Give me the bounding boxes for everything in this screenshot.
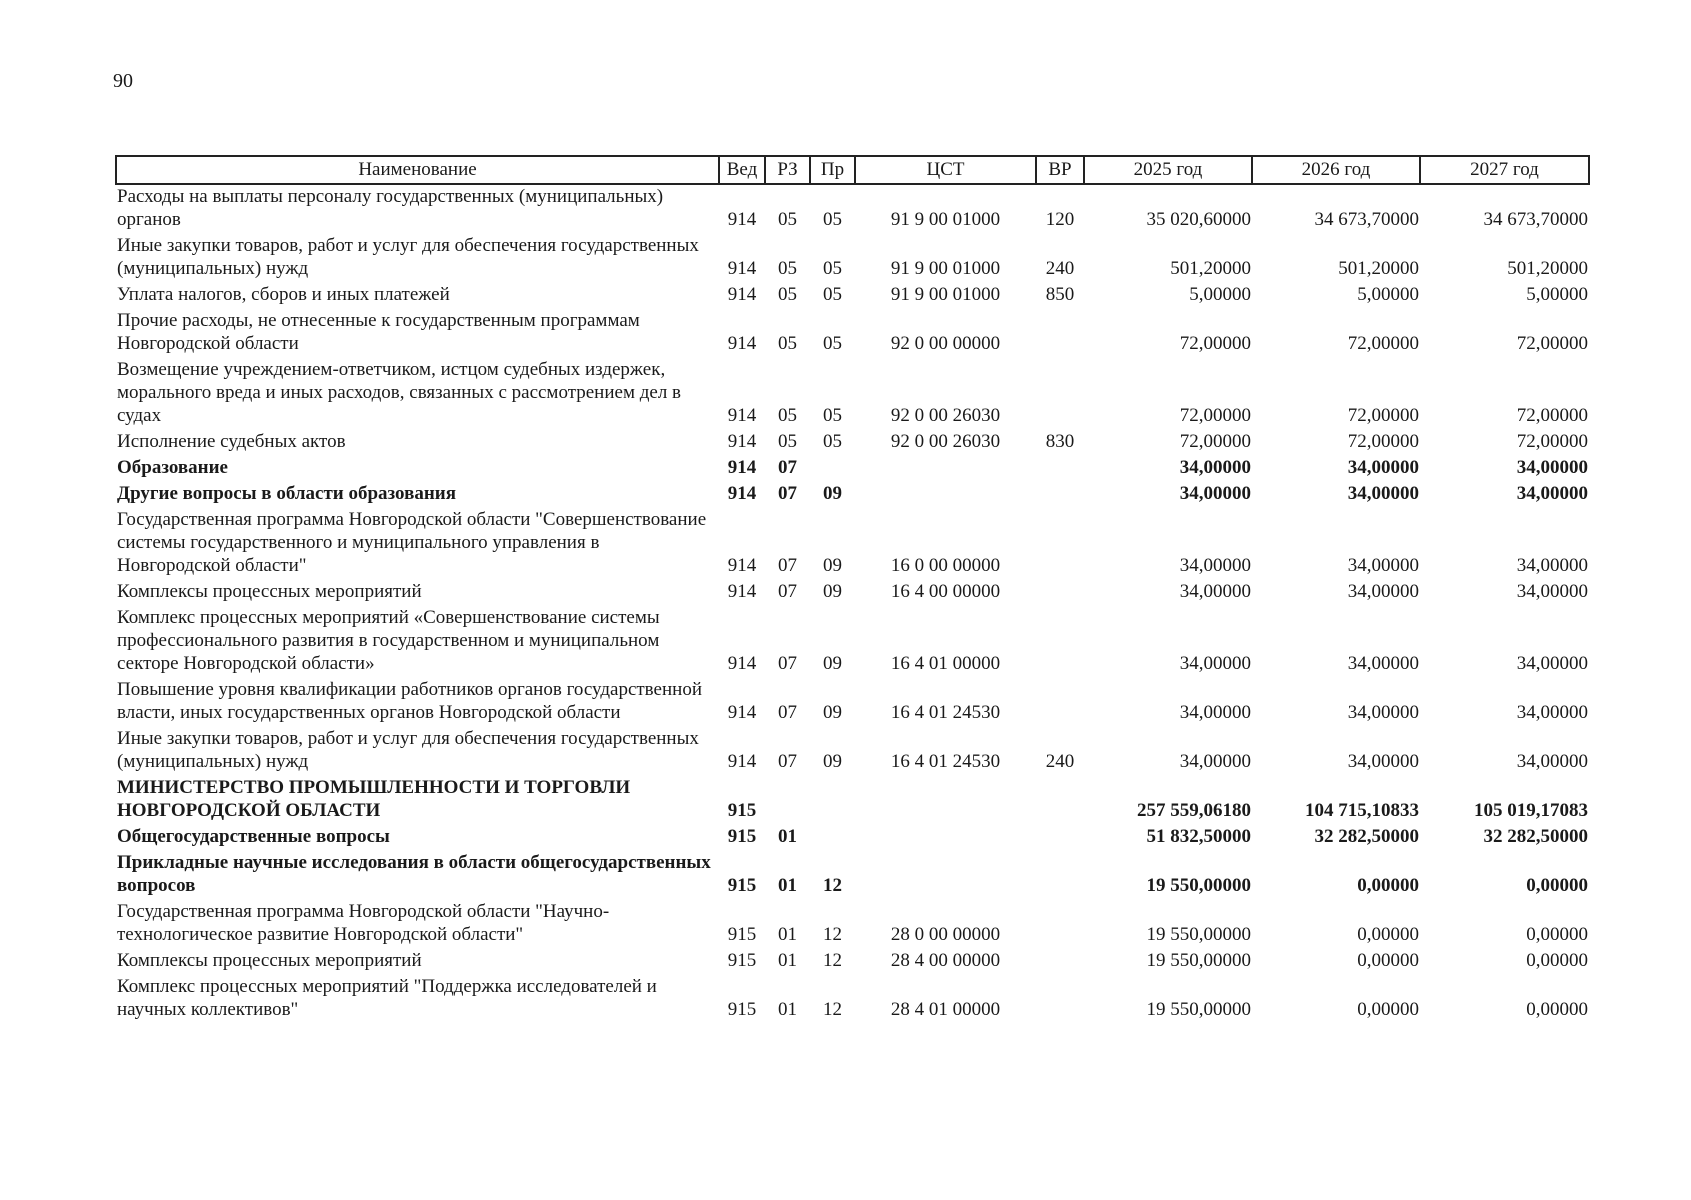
cell-ved: 915 <box>727 875 757 896</box>
cell-2026: 34,00000 <box>1347 555 1419 576</box>
cell-pr: 09 <box>823 702 842 723</box>
cell-pr: 09 <box>823 483 842 504</box>
table-row <box>116 851 1589 900</box>
cell-2026: 34,00000 <box>1347 751 1419 772</box>
cell-vr <box>1036 456 1084 482</box>
cell-2025: 34,00000 <box>1179 555 1251 576</box>
cell-name: Образование <box>117 457 228 478</box>
header-2025: 2025 год <box>1084 156 1252 184</box>
cell-name: Прикладные научные исследования в области общегосударственных вопросов <box>117 852 711 896</box>
header-cst: ЦСТ <box>855 156 1036 184</box>
cell-pr: 09 <box>823 555 842 576</box>
cell-vr <box>1036 825 1084 851</box>
cell-vr <box>1036 508 1084 580</box>
cell-cst: 28 0 00 00000 <box>890 924 1001 945</box>
cell-pr: 12 <box>823 875 842 896</box>
cell-vr <box>1036 309 1084 358</box>
cell-cst: 92 0 00 26030 <box>890 405 1001 426</box>
cell-2025: 501,20000 <box>1170 258 1251 279</box>
cell-cst: 16 0 00 00000 <box>890 555 1001 576</box>
table-row <box>116 825 1589 851</box>
table-row <box>116 283 1589 309</box>
cell-cst <box>855 482 1036 508</box>
cell-2027: 501,20000 <box>1507 258 1588 279</box>
cell-2026: 104 715,10833 <box>1305 800 1419 821</box>
cell-vr <box>1036 606 1084 678</box>
cell-2027: 34,00000 <box>1516 555 1588 576</box>
cell-2027: 34,00000 <box>1516 581 1588 602</box>
cell-2027: 34 673,70000 <box>1483 209 1588 230</box>
header-vr: ВР <box>1036 156 1084 184</box>
cell-vr <box>1036 900 1084 949</box>
cell-2026: 34,00000 <box>1347 653 1419 674</box>
cell-name: Прочие расходы, не отнесенные к государственным программам Новгородской области <box>117 310 640 354</box>
cell-ved: 915 <box>727 924 757 945</box>
page-number: 90 <box>113 70 133 92</box>
cell-rz: 05 <box>778 405 797 426</box>
cell-name: Комплексы процессных мероприятий <box>117 950 422 971</box>
cell-2026: 5,00000 <box>1357 284 1419 305</box>
table-row <box>116 482 1589 508</box>
cell-2027: 0,00000 <box>1526 950 1588 971</box>
cell-rz: 01 <box>778 875 797 896</box>
table-row <box>116 309 1589 358</box>
cell-2025: 19 550,00000 <box>1146 875 1251 896</box>
cell-2026: 0,00000 <box>1357 875 1419 896</box>
cell-2025: 34,00000 <box>1179 483 1251 504</box>
cell-pr: 12 <box>823 999 842 1020</box>
cell-2026: 34,00000 <box>1347 581 1419 602</box>
cell-cst <box>855 776 1036 825</box>
cell-cst <box>855 851 1036 900</box>
cell-2026: 34,00000 <box>1347 702 1419 723</box>
cell-vr <box>1036 851 1084 900</box>
cell-rz: 05 <box>778 333 797 354</box>
cell-2025: 72,00000 <box>1179 431 1251 452</box>
cell-2026: 34,00000 <box>1347 457 1419 478</box>
cell-2027: 34,00000 <box>1516 457 1588 478</box>
table-header-row <box>116 156 1589 184</box>
cell-ved: 914 <box>727 581 757 602</box>
table-row <box>116 456 1589 482</box>
cell-2026: 501,20000 <box>1338 258 1419 279</box>
table-row <box>116 430 1589 456</box>
cell-pr: 05 <box>823 333 842 354</box>
cell-2025: 257 559,06180 <box>1137 800 1251 821</box>
cell-rz: 07 <box>778 483 797 504</box>
cell-rz: 01 <box>778 924 797 945</box>
cell-2026: 0,00000 <box>1357 950 1419 971</box>
cell-vr <box>1036 482 1084 508</box>
cell-pr: 05 <box>823 405 842 426</box>
cell-ved: 914 <box>727 653 757 674</box>
cell-ved: 914 <box>727 258 757 279</box>
cell-vr <box>1036 678 1084 727</box>
table-row <box>116 606 1589 678</box>
cell-rz: 05 <box>778 209 797 230</box>
cell-rz: 01 <box>778 999 797 1020</box>
cell-vr <box>1036 949 1084 975</box>
cell-vr <box>1036 776 1084 825</box>
cell-pr <box>810 825 855 851</box>
cell-rz: 07 <box>778 555 797 576</box>
cell-ved: 914 <box>727 333 757 354</box>
cell-2027: 0,00000 <box>1526 999 1588 1020</box>
cell-name: Иные закупки товаров, работ и услуг для обеспечения государственных (муниципальных) нужд <box>117 235 699 279</box>
cell-ved: 915 <box>727 950 757 971</box>
header-name: Наименование <box>116 156 719 184</box>
cell-2025: 19 550,00000 <box>1146 950 1251 971</box>
cell-ved: 914 <box>727 284 757 305</box>
cell-ved: 914 <box>727 405 757 426</box>
cell-2027: 5,00000 <box>1526 284 1588 305</box>
cell-2025: 72,00000 <box>1179 405 1251 426</box>
cell-vr: 120 <box>1045 209 1075 230</box>
table-row <box>116 900 1589 949</box>
budget-table <box>115 155 1590 1024</box>
cell-2027: 0,00000 <box>1526 875 1588 896</box>
cell-ved: 915 <box>727 800 757 821</box>
cell-2026: 32 282,50000 <box>1314 826 1419 847</box>
cell-pr: 09 <box>823 751 842 772</box>
cell-vr <box>1036 358 1084 430</box>
cell-name: Другие вопросы в области образования <box>117 483 457 504</box>
cell-2026: 72,00000 <box>1347 405 1419 426</box>
cell-2027: 34,00000 <box>1516 702 1588 723</box>
header-2026: 2026 год <box>1252 156 1420 184</box>
table-row <box>116 975 1589 1024</box>
cell-rz: 05 <box>778 258 797 279</box>
cell-2027: 105 019,17083 <box>1474 800 1588 821</box>
cell-pr: 09 <box>823 581 842 602</box>
cell-2027: 72,00000 <box>1516 405 1588 426</box>
cell-2027: 0,00000 <box>1526 924 1588 945</box>
cell-2026: 72,00000 <box>1347 431 1419 452</box>
cell-rz <box>765 776 810 825</box>
cell-2027: 32 282,50000 <box>1483 826 1588 847</box>
cell-ved: 914 <box>727 457 757 478</box>
cell-rz: 05 <box>778 284 797 305</box>
table-row <box>116 234 1589 283</box>
table-row <box>116 776 1589 825</box>
cell-rz: 07 <box>778 702 797 723</box>
table-body <box>116 184 1589 1024</box>
cell-rz: 07 <box>778 581 797 602</box>
cell-pr <box>810 776 855 825</box>
cell-cst: 91 9 00 01000 <box>890 284 1001 305</box>
header-ved: Вед <box>719 156 765 184</box>
cell-2025: 51 832,50000 <box>1146 826 1251 847</box>
cell-name: Государственная программа Новгородской области "Научно-технологическое развитие Новгородской области" <box>117 901 610 945</box>
table-row <box>116 580 1589 606</box>
cell-2025: 34,00000 <box>1179 581 1251 602</box>
header-rz: РЗ <box>765 156 810 184</box>
cell-pr: 05 <box>823 431 842 452</box>
cell-cst: 92 0 00 00000 <box>890 333 1001 354</box>
cell-name: МИНИСТЕРСТВО ПРОМЫШЛЕННОСТИ И ТОРГОВЛИ НОВГОРОДСКОЙ ОБЛАСТИ <box>117 777 631 821</box>
cell-pr: 05 <box>823 209 842 230</box>
cell-2025: 34,00000 <box>1179 751 1251 772</box>
cell-name: Повышение уровня квалификации работников органов государственной власти, иных государственных органов Новгородской области <box>117 679 702 723</box>
cell-2025: 5,00000 <box>1189 284 1251 305</box>
cell-name: Уплата налогов, сборов и иных платежей <box>117 284 450 305</box>
cell-name: Возмещение учреждением-ответчиком, истцом судебных издержек, морального вреда и иных расходов, связанных с рассмотрением дел в судах <box>117 359 682 426</box>
cell-name: Государственная программа Новгородской области "Совершенствование системы государственного и муниципального управления в Новгородской области" <box>117 509 707 576</box>
cell-rz: 05 <box>778 431 797 452</box>
cell-ved: 914 <box>727 209 757 230</box>
header-2027: 2027 год <box>1420 156 1589 184</box>
cell-rz: 07 <box>778 751 797 772</box>
cell-cst: 91 9 00 01000 <box>890 209 1001 230</box>
cell-2026: 34 673,70000 <box>1314 209 1419 230</box>
cell-ved: 915 <box>727 826 757 847</box>
cell-pr: 05 <box>823 284 842 305</box>
cell-pr: 12 <box>823 924 842 945</box>
cell-rz: 07 <box>778 653 797 674</box>
cell-cst: 16 4 01 24530 <box>890 702 1001 723</box>
table-row <box>116 508 1589 580</box>
cell-name: Расходы на выплаты персоналу государственных (муниципальных) органов <box>117 186 664 230</box>
cell-2027: 72,00000 <box>1516 333 1588 354</box>
cell-cst: 28 4 00 00000 <box>890 950 1001 971</box>
cell-vr <box>1036 975 1084 1024</box>
cell-2027: 34,00000 <box>1516 483 1588 504</box>
table-row <box>116 727 1589 776</box>
cell-rz: 07 <box>778 457 797 478</box>
cell-vr: 850 <box>1045 284 1075 305</box>
cell-2025: 34,00000 <box>1179 653 1251 674</box>
cell-cst: 91 9 00 01000 <box>890 258 1001 279</box>
cell-vr <box>1036 580 1084 606</box>
cell-pr: 09 <box>823 653 842 674</box>
cell-2025: 35 020,60000 <box>1146 209 1251 230</box>
cell-ved: 914 <box>727 431 757 452</box>
cell-vr: 240 <box>1045 258 1075 279</box>
cell-2027: 34,00000 <box>1516 751 1588 772</box>
cell-cst: 16 4 01 00000 <box>890 653 1001 674</box>
table-row <box>116 358 1589 430</box>
cell-name: Исполнение судебных актов <box>117 431 346 452</box>
cell-2026: 0,00000 <box>1357 924 1419 945</box>
cell-2027: 72,00000 <box>1516 431 1588 452</box>
cell-name: Общегосударственные вопросы <box>117 826 390 847</box>
cell-cst: 28 4 01 00000 <box>890 999 1001 1020</box>
table-row <box>116 184 1589 234</box>
table-row <box>116 949 1589 975</box>
cell-name: Комплексы процессных мероприятий <box>117 581 422 602</box>
cell-2026: 34,00000 <box>1347 483 1419 504</box>
cell-rz: 01 <box>778 826 797 847</box>
cell-ved: 915 <box>727 999 757 1020</box>
cell-cst: 16 4 00 00000 <box>890 581 1001 602</box>
header-pr: Пр <box>810 156 855 184</box>
table-row <box>116 678 1589 727</box>
cell-cst <box>855 825 1036 851</box>
cell-vr: 830 <box>1045 431 1075 452</box>
cell-ved: 914 <box>727 483 757 504</box>
cell-ved: 914 <box>727 751 757 772</box>
cell-name: Комплекс процессных мероприятий «Совершенствование системы профессионального развития в государственном и муниципальном секторе Новгородской области» <box>117 607 660 674</box>
cell-ved: 914 <box>727 555 757 576</box>
cell-cst: 16 4 01 24530 <box>890 751 1001 772</box>
cell-2027: 34,00000 <box>1516 653 1588 674</box>
cell-cst <box>855 456 1036 482</box>
cell-2025: 34,00000 <box>1179 702 1251 723</box>
cell-vr: 240 <box>1045 751 1075 772</box>
cell-cst: 92 0 00 26030 <box>890 431 1001 452</box>
cell-2026: 0,00000 <box>1357 999 1419 1020</box>
cell-pr: 12 <box>823 950 842 971</box>
cell-name: Иные закупки товаров, работ и услуг для обеспечения государственных (муниципальных) нужд <box>117 728 699 772</box>
cell-pr <box>810 456 855 482</box>
cell-2025: 19 550,00000 <box>1146 924 1251 945</box>
cell-rz: 01 <box>778 950 797 971</box>
cell-pr: 05 <box>823 258 842 279</box>
cell-2026: 72,00000 <box>1347 333 1419 354</box>
cell-2025: 72,00000 <box>1179 333 1251 354</box>
cell-ved: 914 <box>727 702 757 723</box>
cell-2025: 34,00000 <box>1179 457 1251 478</box>
cell-name: Комплекс процессных мероприятий "Поддержка исследователей и научных коллективов" <box>117 976 657 1020</box>
cell-2025: 19 550,00000 <box>1146 999 1251 1020</box>
